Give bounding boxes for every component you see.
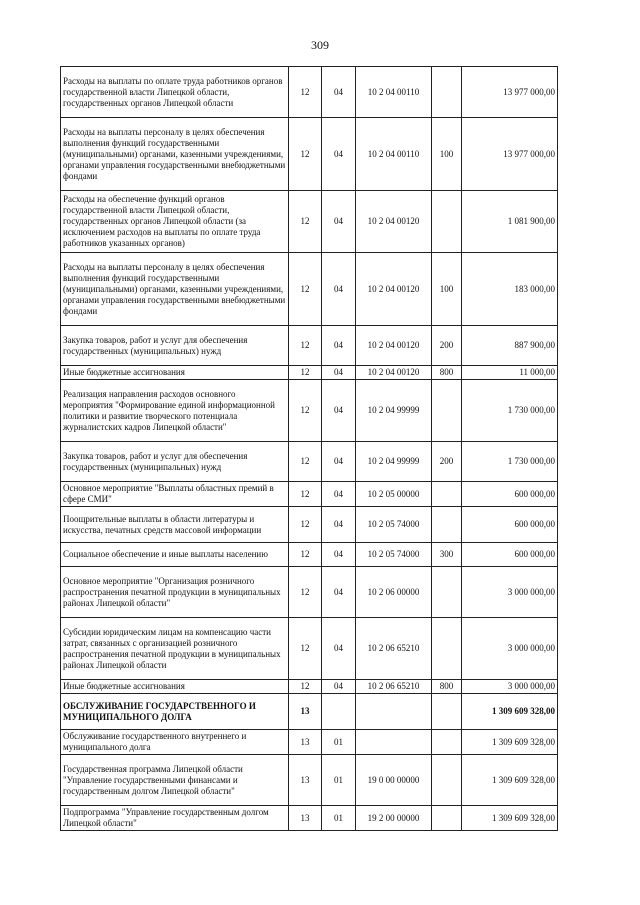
section-code-cell: 12 bbox=[289, 326, 322, 366]
amount-cell: 3 000 000,00 bbox=[462, 618, 558, 680]
section-code-cell: 12 bbox=[289, 366, 322, 380]
expense-name-cell: Расходы на выплаты персоналу в целях обеспечения выполнения функций государственными (муниципальными) органами, казенными учреждениями, органами управления государственными внебюджетными фондами bbox=[61, 253, 289, 326]
target-article-cell bbox=[356, 730, 432, 755]
target-article-cell: 10 2 05 00000 bbox=[356, 482, 432, 507]
section-code-cell: 12 bbox=[289, 618, 322, 680]
target-article-cell: 10 2 05 74000 bbox=[356, 543, 432, 567]
target-article-cell: 10 2 04 00120 bbox=[356, 191, 432, 253]
table-row bbox=[61, 567, 558, 618]
section-code-cell: 12 bbox=[289, 680, 322, 694]
table-row bbox=[61, 253, 558, 326]
subsection-code-cell: 04 bbox=[322, 507, 356, 543]
table-row bbox=[61, 67, 558, 118]
expense-name-cell: Расходы на обеспечение функций органов государственной власти Липецкой области, государственных органов Липецкой области (за исключением расходов на выплаты по оплате труда работников указанных органов) bbox=[61, 191, 289, 253]
amount-cell: 887 900,00 bbox=[462, 326, 558, 366]
budget-table-body bbox=[61, 67, 558, 831]
amount-cell: 13 977 000,00 bbox=[462, 67, 558, 118]
amount-cell: 600 000,00 bbox=[462, 482, 558, 507]
section-code-cell: 12 bbox=[289, 118, 322, 191]
section-code-cell: 12 bbox=[289, 191, 322, 253]
expense-name-cell: Иные бюджетные ассигнования bbox=[61, 680, 289, 694]
subsection-code-cell: 04 bbox=[322, 680, 356, 694]
section-code-cell: 12 bbox=[289, 253, 322, 326]
amount-cell: 600 000,00 bbox=[462, 543, 558, 567]
target-article-cell: 10 2 04 99999 bbox=[356, 380, 432, 442]
expense-name-cell: Закупка товаров, работ и услуг для обеспечения государственных (муниципальных) нужд bbox=[61, 326, 289, 366]
amount-cell: 600 000,00 bbox=[462, 507, 558, 543]
table-row bbox=[61, 618, 558, 680]
amount-cell: 1 309 609 328,00 bbox=[462, 755, 558, 806]
expense-type-cell: 800 bbox=[432, 366, 462, 380]
subsection-code-cell: 04 bbox=[322, 380, 356, 442]
target-article-cell bbox=[356, 694, 432, 730]
target-article-cell: 10 2 04 00120 bbox=[356, 366, 432, 380]
expense-type-cell: 100 bbox=[432, 118, 462, 191]
section-code-cell: 13 bbox=[289, 694, 322, 730]
expense-name-cell: Основное мероприятие "Выплаты областных премий в сфере СМИ" bbox=[61, 482, 289, 507]
target-article-cell: 10 2 06 65210 bbox=[356, 618, 432, 680]
subsection-code-cell: 04 bbox=[322, 191, 356, 253]
budget-table bbox=[60, 66, 558, 831]
expense-type-cell: 300 bbox=[432, 543, 462, 567]
expense-type-cell bbox=[432, 755, 462, 806]
section-code-cell: 13 bbox=[289, 755, 322, 806]
subsection-code-cell: 01 bbox=[322, 755, 356, 806]
expense-name-cell: Закупка товаров, работ и услуг для обеспечения государственных (муниципальных) нужд bbox=[61, 442, 289, 482]
section-code-cell: 12 bbox=[289, 567, 322, 618]
subsection-code-cell bbox=[322, 694, 356, 730]
expense-name-cell: Расходы на выплаты персоналу в целях обеспечения выполнения функций государственными (муниципальными) органами, казенными учреждениями, органами управления государственными внебюджетными фондами bbox=[61, 118, 289, 191]
expense-name-cell: Реализация направления расходов основного мероприятия "Формирование единой информационной политики и развитие творческого потенциала журналистских кадров Липецкой области" bbox=[61, 380, 289, 442]
subsection-code-cell: 01 bbox=[322, 806, 356, 831]
expense-type-cell bbox=[432, 730, 462, 755]
amount-cell: 11 000,00 bbox=[462, 366, 558, 380]
expense-name-cell: Подпрограмма "Управление государственным долгом Липецкой области" bbox=[61, 806, 289, 831]
expense-type-cell: 200 bbox=[432, 326, 462, 366]
table-row bbox=[61, 806, 558, 831]
section-code-cell: 12 bbox=[289, 507, 322, 543]
expense-type-cell bbox=[432, 191, 462, 253]
target-article-cell: 10 2 04 00120 bbox=[356, 253, 432, 326]
table-row bbox=[61, 755, 558, 806]
section-code-cell: 12 bbox=[289, 543, 322, 567]
amount-cell: 1 309 609 328,00 bbox=[462, 730, 558, 755]
expense-name-cell: Обслуживание государственного внутреннего и муниципального долга bbox=[61, 730, 289, 755]
section-code-cell: 12 bbox=[289, 380, 322, 442]
expense-name-cell: Поощрительные выплаты в области литературы и искусства, печатных средств массовой информации bbox=[61, 507, 289, 543]
target-article-cell: 10 2 04 99999 bbox=[356, 442, 432, 482]
amount-cell: 3 000 000,00 bbox=[462, 567, 558, 618]
subsection-code-cell: 04 bbox=[322, 442, 356, 482]
table-row bbox=[61, 730, 558, 755]
section-code-cell: 13 bbox=[289, 806, 322, 831]
table-row bbox=[61, 543, 558, 567]
section-code-cell: 12 bbox=[289, 67, 322, 118]
subsection-code-cell: 04 bbox=[322, 253, 356, 326]
expense-type-cell: 800 bbox=[432, 680, 462, 694]
table-row bbox=[61, 326, 558, 366]
target-article-cell: 10 2 04 00110 bbox=[356, 118, 432, 191]
amount-cell: 1 730 000,00 bbox=[462, 380, 558, 442]
amount-cell: 1 081 900,00 bbox=[462, 191, 558, 253]
expense-type-cell: 100 bbox=[432, 253, 462, 326]
expense-type-cell bbox=[432, 380, 462, 442]
expense-type-cell bbox=[432, 806, 462, 831]
amount-cell: 1 309 609 328,00 bbox=[462, 806, 558, 831]
amount-cell: 3 000 000,00 bbox=[462, 680, 558, 694]
page-number: 309 bbox=[311, 38, 329, 52]
section-code-cell: 13 bbox=[289, 730, 322, 755]
target-article-cell: 10 2 05 74000 bbox=[356, 507, 432, 543]
expense-name-cell: Иные бюджетные ассигнования bbox=[61, 366, 289, 380]
expense-name-cell: Основное мероприятие "Организация розничного распространения печатной продукции в муниципальных районах Липецкой области" bbox=[61, 567, 289, 618]
target-article-cell: 19 2 00 00000 bbox=[356, 806, 432, 831]
expense-type-cell bbox=[432, 67, 462, 118]
expense-type-cell bbox=[432, 618, 462, 680]
target-article-cell: 10 2 06 65210 bbox=[356, 680, 432, 694]
table-row bbox=[61, 507, 558, 543]
amount-cell: 1 730 000,00 bbox=[462, 442, 558, 482]
section-code-cell: 12 bbox=[289, 482, 322, 507]
subsection-code-cell: 04 bbox=[322, 567, 356, 618]
expense-type-cell bbox=[432, 507, 462, 543]
table-row bbox=[61, 694, 558, 730]
subsection-code-cell: 04 bbox=[322, 67, 356, 118]
expense-type-cell bbox=[432, 694, 462, 730]
table-row bbox=[61, 680, 558, 694]
expense-type-cell bbox=[432, 567, 462, 618]
table-row bbox=[61, 118, 558, 191]
expense-name-cell: Социальное обеспечение и иные выплаты населению bbox=[61, 543, 289, 567]
subsection-code-cell: 04 bbox=[322, 618, 356, 680]
table-row bbox=[61, 191, 558, 253]
subsection-code-cell: 01 bbox=[322, 730, 356, 755]
amount-cell: 183 000,00 bbox=[462, 253, 558, 326]
subsection-code-cell: 04 bbox=[322, 118, 356, 191]
expense-name-cell: Государственная программа Липецкой области "Управление государственными финансами и государственным долгом Липецкой области" bbox=[61, 755, 289, 806]
table-row bbox=[61, 380, 558, 442]
subsection-code-cell: 04 bbox=[322, 543, 356, 567]
expense-type-cell: 200 bbox=[432, 442, 462, 482]
target-article-cell: 10 2 06 00000 bbox=[356, 567, 432, 618]
section-code-cell: 12 bbox=[289, 442, 322, 482]
expense-name-cell: Субсидии юридическим лицам на компенсацию части затрат, связанных с организацией розничного распространения печатной продукции в муниципальных районах Липецкой области bbox=[61, 618, 289, 680]
target-article-cell: 10 2 04 00120 bbox=[356, 326, 432, 366]
table-row bbox=[61, 366, 558, 380]
target-article-cell: 19 0 00 00000 bbox=[356, 755, 432, 806]
expense-name-cell: ОБСЛУЖИВАНИЕ ГОСУДАРСТВЕННОГО И МУНИЦИПАЛЬНОГО ДОЛГА bbox=[61, 694, 289, 730]
table-row bbox=[61, 482, 558, 507]
subsection-code-cell: 04 bbox=[322, 366, 356, 380]
expense-type-cell bbox=[432, 482, 462, 507]
subsection-code-cell: 04 bbox=[322, 482, 356, 507]
table-row bbox=[61, 442, 558, 482]
subsection-code-cell: 04 bbox=[322, 326, 356, 366]
expense-name-cell: Расходы на выплаты по оплате труда работников органов государственной власти Липецкой области, государственных органов Липецкой области bbox=[61, 67, 289, 118]
target-article-cell: 10 2 04 00110 bbox=[356, 67, 432, 118]
amount-cell: 1 309 609 328,00 bbox=[462, 694, 558, 730]
amount-cell: 13 977 000,00 bbox=[462, 118, 558, 191]
